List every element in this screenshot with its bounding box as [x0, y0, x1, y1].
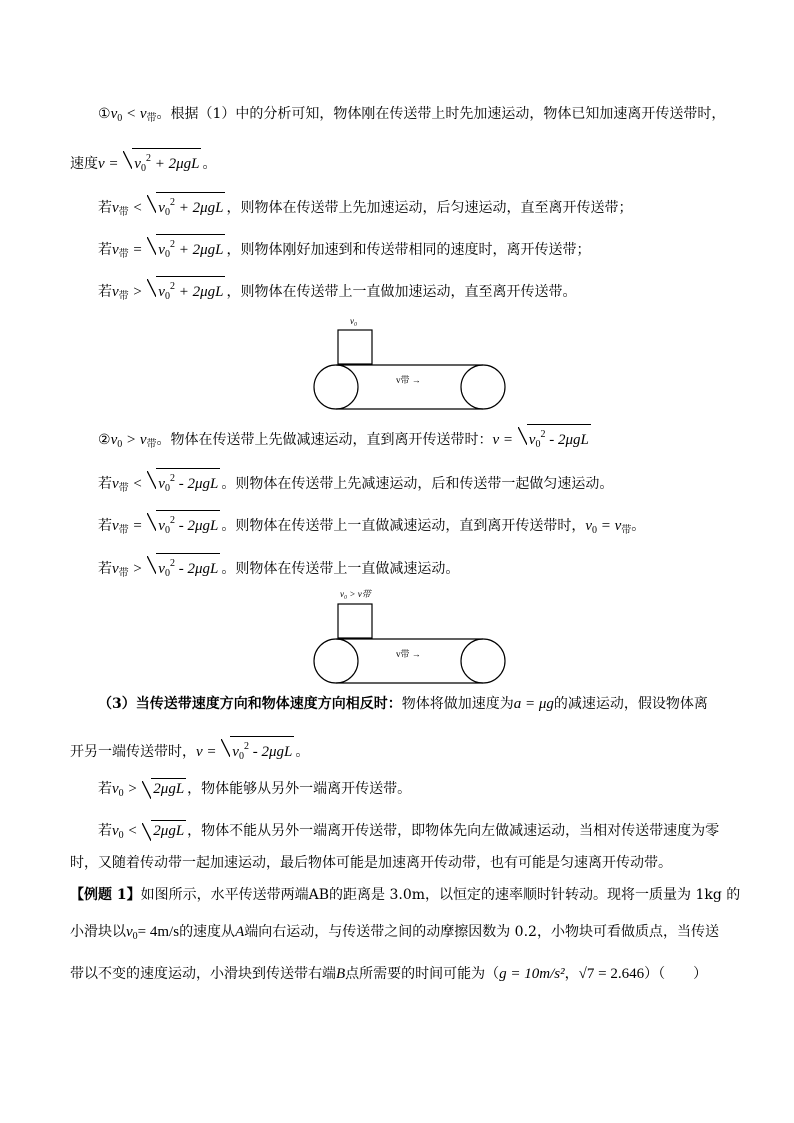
- diagram2-block-label: v₀ > v带: [340, 589, 371, 599]
- right-pulley: [461, 639, 505, 683]
- example-line3: 带以不变的速度运动，小滑块到传送带右端B点所需要的时间可能为（g = 10m/s²，√7 = 2.646）（ ）: [70, 966, 708, 982]
- case1-speed-line: 速度$v = v_0^2 + 2\mu gL$ 。: [70, 148, 216, 179]
- section3-sub-b: 若$v_0 < 2\mu gL$ ，物体不能从另外一端离开传送带，即物体先向左做减速运动，当相对传送带速度为零: [98, 820, 719, 846]
- left-pulley: [314, 639, 358, 683]
- left-pulley: [314, 365, 358, 409]
- diagram1-belt-label: v带 →: [396, 375, 421, 385]
- conveyor-diagram-2: [310, 584, 510, 688]
- case1-intro-line: $①v_0 < v_带$。根据（1）中的分析可知，物体刚在传送带上时先加速运动，物体已知加速离开传送带时，: [98, 106, 726, 124]
- block: [338, 604, 372, 638]
- case2-sub-b: 若$v_带 = v_0^2 - 2\mu gL$ 。则物体在传送带上一直做减速运动，直到离开传送带时，$v_0 = v_带$。: [98, 510, 645, 541]
- diagram2-belt-label: v带 →: [396, 649, 421, 659]
- example-tag: 【例题 1】: [70, 887, 141, 903]
- block: [338, 330, 372, 364]
- case2-sub-a: 若$v_带 < v_0^2 - 2\mu gL$ 。则物体在传送带上先减速运动，后和传送带一起做匀速运动。: [98, 468, 613, 499]
- case2-intro-line: $②v_0 > v_带$。物体在传送带上先做减速运动，直到离开传送带时：$v = v_0^2 - 2\mu gL$: [98, 424, 592, 455]
- section3-sub-a: 若$v_0 > 2\mu gL$ ，物体能够从另外一端离开传送带。: [98, 778, 411, 804]
- case2-label: ②: [98, 432, 111, 448]
- case2-intro: 。物体在传送带上先做减速运动，直到离开传送带时：: [156, 432, 493, 448]
- speed-prefix: 速度: [70, 156, 98, 172]
- section3-heading-line: （3）当传送带速度方向和物体速度方向相反时：物体将做加速度为a = μg的减速运动，假设物体离: [98, 696, 708, 712]
- case1-sub-a: 若$v_带 < v_0^2 + 2\mu gL$ ，则物体在传送带上先加速运动，后匀速运动，直至离开传送带；: [98, 192, 632, 223]
- sqrt-formula: $v_0^2 + 2\mu gL$: [123, 148, 201, 179]
- example-line1: 【例题 1】如图所示，水平传送带两端AB的距离是 3.0m，以恒定的速率顺时针转动。现将一质量为 1kg 的: [70, 887, 741, 903]
- section3-heading: （3）当传送带速度方向和物体速度方向相反时：: [98, 696, 402, 712]
- conveyor-diagram-1: [310, 310, 510, 414]
- case1-sub-b: 若$v_带 = v_0^2 + 2\mu gL$ ，则物体刚好加速到和传送带相同的速度时，离开传送带；: [98, 234, 590, 265]
- diagram1-block-label: v₀: [350, 316, 358, 326]
- right-pulley: [461, 365, 505, 409]
- case2-sub-c: 若$v_带 > v_0^2 - 2\mu gL$ 。则物体在传送带上一直做减速运动。: [98, 553, 459, 584]
- example-line2: 小滑块以$v_0= 4m/s$的速度从A端向右运动，与传送带之间的动摩擦因数为 0.2，小物块可看做质点，当传送: [70, 924, 719, 942]
- case1-label: ①: [98, 106, 111, 122]
- case1-sub-c: 若$v_带 > v_0^2 + 2\mu gL$ ，则物体在传送带上一直做加速运动，直至离开传送带。: [98, 276, 576, 307]
- section3-sub-b-cont: 时，又随着传动带一起加速运动，最后物体可能是加速离开传动带，也有可能是匀速离开传动带。: [70, 855, 672, 871]
- case1-intro: 。根据（1）中的分析可知，物体刚在传送带上时先加速运动，物体已知加速离开传送带时，: [156, 106, 726, 122]
- section3-line2: 开另一端传送带时，$v = v_0^2 - 2\mu gL$ 。: [70, 736, 309, 767]
